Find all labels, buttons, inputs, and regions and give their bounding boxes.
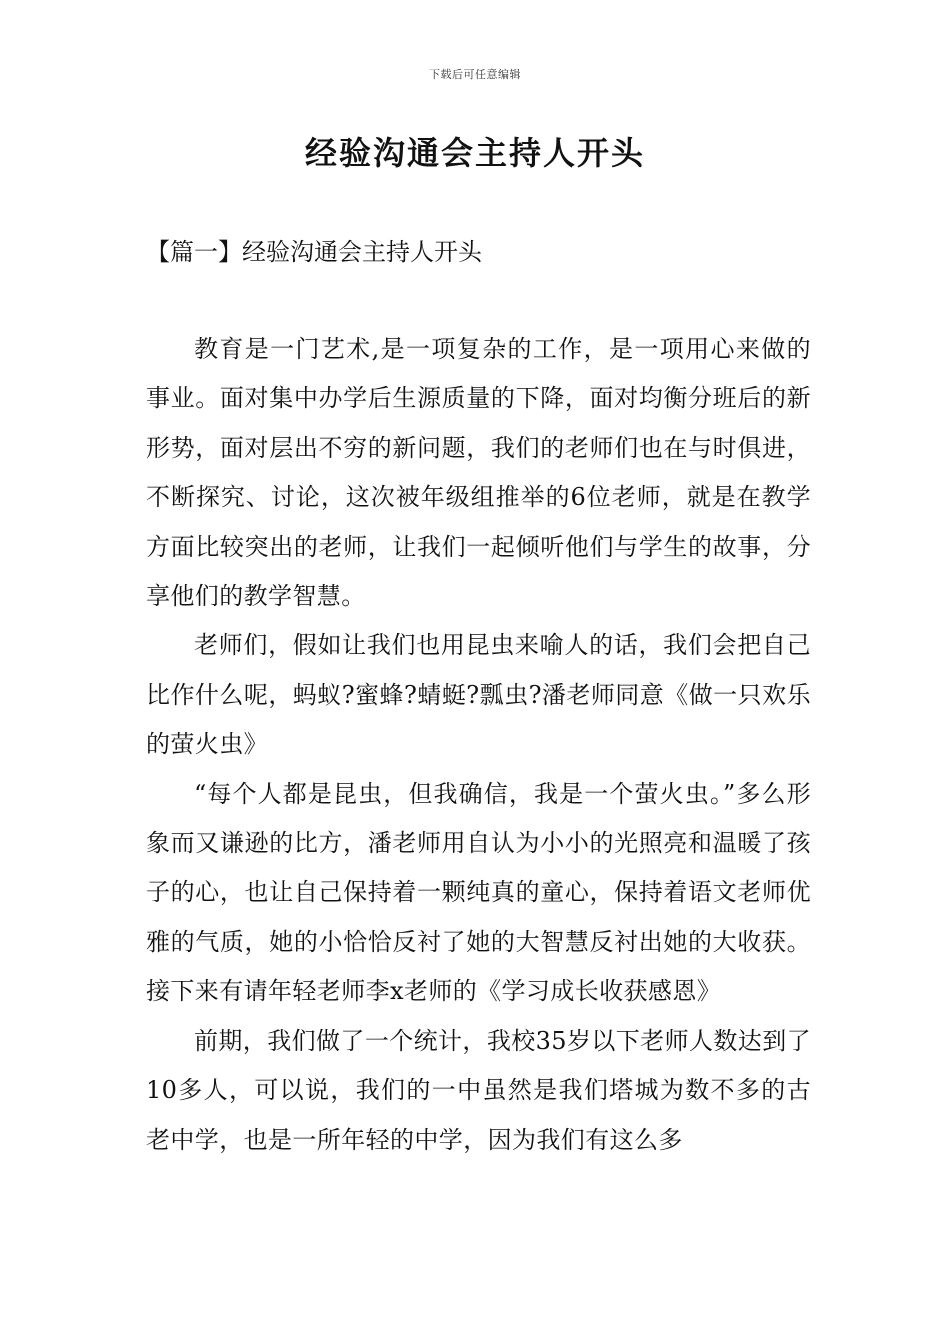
body-text <box>146 325 811 1165</box>
paragraph: 前期，我们做了一个统计，我校35岁以下老师人数达到了10多人，可以说，我们的一中虽然是我们塔城为数不多的古老中学，也是一所年轻的中学，因为我们有这么多 <box>146 1026 811 1154</box>
paragraph: 教育是一门艺术,是一项复杂的工作，是一项用心来做的事业。面对集中办学后生源质量的下降，面对均衡分班后的新形势，面对层出不穷的新问题，我们的老师们也在与时俱进，不断探究、讨论，这次被年级组推举的6位老师，就是在教学方面比较突出的老师，让我们一起倾听他们与学生的故事，分享他们的教学智慧。 <box>146 335 811 611</box>
section-heading: 【篇一】经验沟通会主持人开头 <box>146 238 482 266</box>
document-title: 经验沟通会主持人开头 <box>304 134 645 172</box>
header-note: 下载后可任意编辑 <box>429 68 521 81</box>
paragraph: “每个人都是昆虫，但我确信，我是一个萤火虫。”多么形象而又谦逊的比方，潘老师用自认为小小的光照亮和温暖了孩子的心，也让自己保持着一颗纯真的童心，保持着语文老师优雅的气质，她的小恰恰反衬了她的大智慧反衬出她的大收获。接下来有请年轻老师李x老师的《学习成长收获感恩》 <box>146 779 811 1006</box>
paragraph: 老师们，假如让我们也用昆虫来喻人的话，我们会把自己比作什么呢，蚂蚁?蜜蜂?蜻蜓?瓢虫?潘老师同意《做一只欢乐的萤火虫》 <box>146 631 811 759</box>
